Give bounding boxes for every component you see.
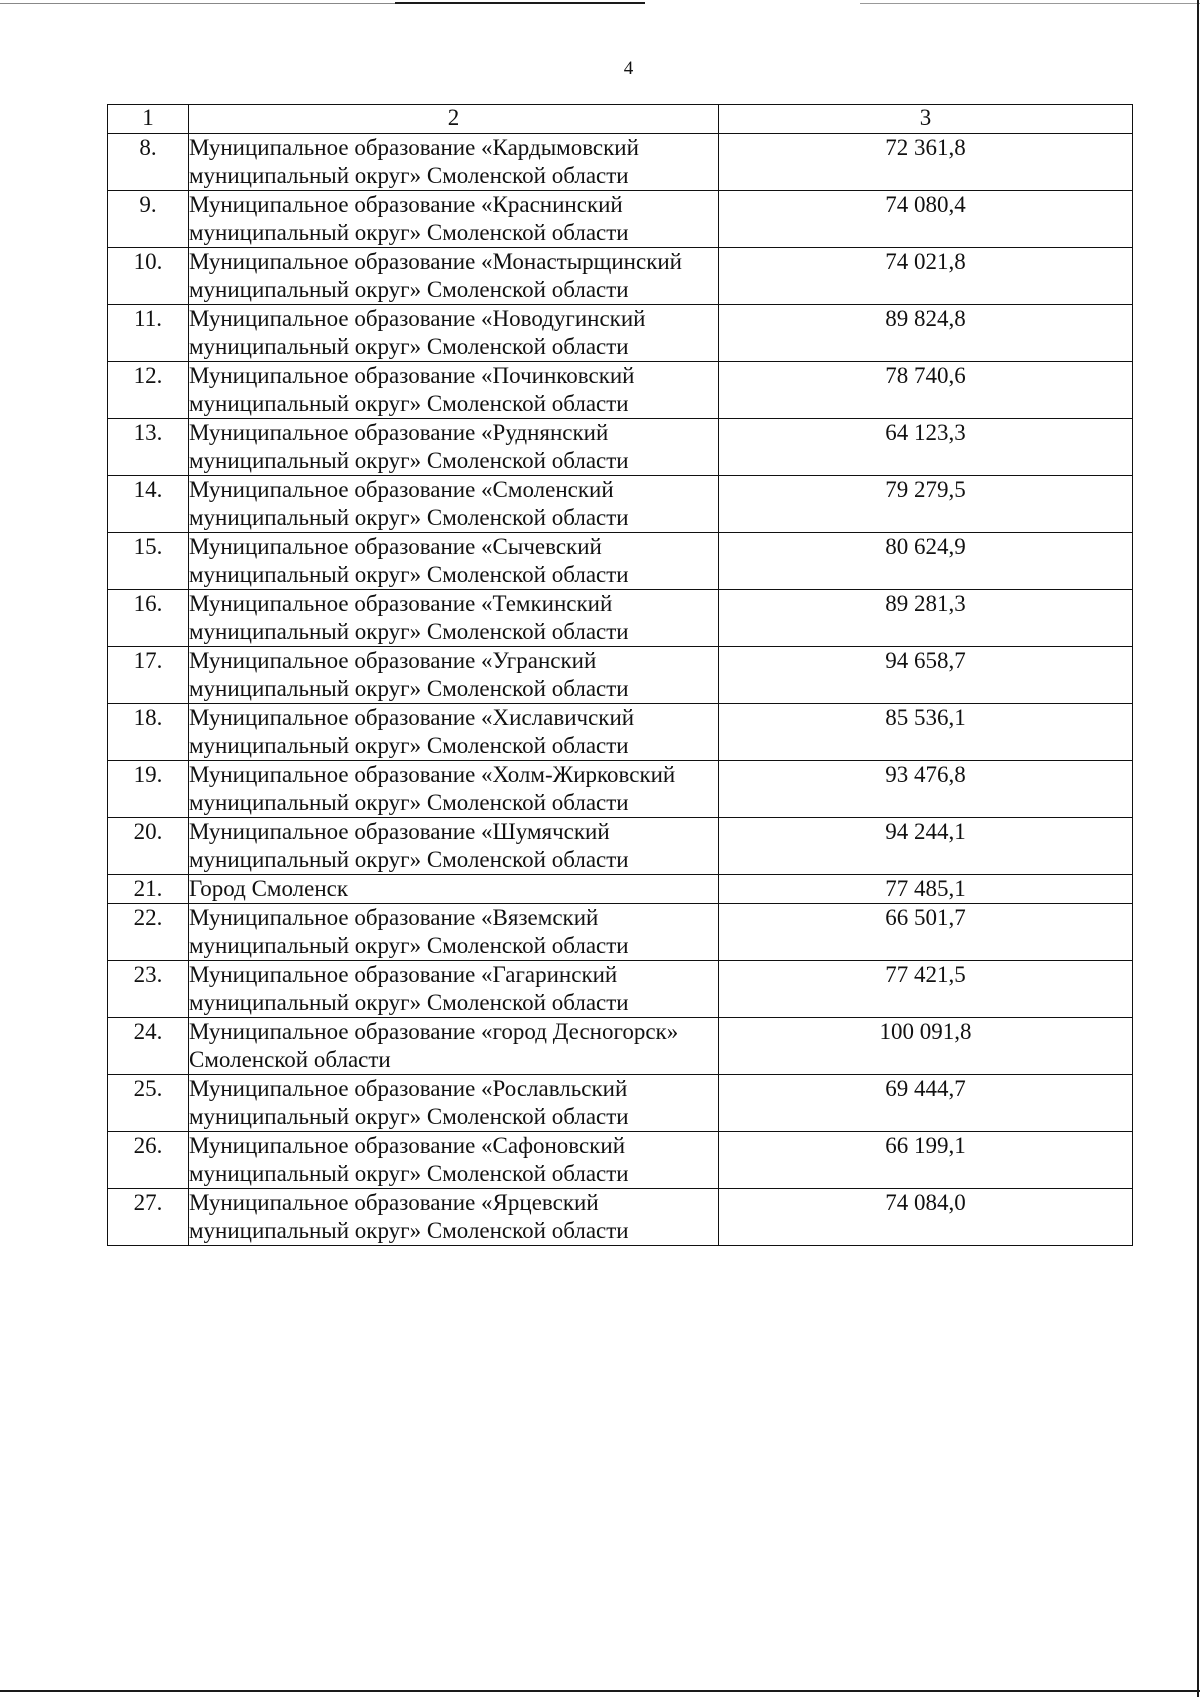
amount-cell: 66 501,7 (719, 904, 1133, 961)
scan-bottom-edge (0, 1690, 1200, 1692)
row-number-cell: 24. (108, 1018, 189, 1075)
municipality-name-cell: Муниципальное образование «Гагаринский муниципальный округ» Смоленской области (189, 961, 719, 1018)
allocation-table (107, 104, 1133, 1246)
municipality-name-cell: Муниципальное образование «Темкинский муниципальный округ» Смоленской области (189, 590, 719, 647)
table-row (108, 875, 1133, 904)
amount-cell: 77 421,5 (719, 961, 1133, 1018)
amount-cell: 69 444,7 (719, 1075, 1133, 1132)
amount-cell: 89 281,3 (719, 590, 1133, 647)
amount-cell: 100 091,8 (719, 1018, 1133, 1075)
amount-cell: 78 740,6 (719, 362, 1133, 419)
row-number-cell: 27. (108, 1189, 189, 1246)
row-number-cell: 18. (108, 704, 189, 761)
table-row (108, 647, 1133, 704)
municipality-name-cell: Муниципальное образование «Сафоновский муниципальный округ» Смоленской области (189, 1132, 719, 1189)
amount-cell: 64 123,3 (719, 419, 1133, 476)
amount-cell: 72 361,8 (719, 134, 1133, 191)
municipality-name-cell: Муниципальное образование «Краснинский муниципальный округ» Смоленской области (189, 191, 719, 248)
amount-cell: 94 658,7 (719, 647, 1133, 704)
table-row (108, 305, 1133, 362)
municipality-name-cell: Муниципальное образование «Ярцевский муниципальный округ» Смоленской области (189, 1189, 719, 1246)
municipality-name-cell: Муниципальное образование «Холм-Жирковский муниципальный округ» Смоленской области (189, 761, 719, 818)
table-row (108, 704, 1133, 761)
table-row (108, 248, 1133, 305)
row-number-cell: 19. (108, 761, 189, 818)
table-row (108, 590, 1133, 647)
row-number-cell: 23. (108, 961, 189, 1018)
amount-cell: 74 021,8 (719, 248, 1133, 305)
amount-cell: 66 199,1 (719, 1132, 1133, 1189)
scan-right-edge (1197, 0, 1199, 1697)
municipality-name-cell: Муниципальное образование «Рославльский муниципальный округ» Смоленской области (189, 1075, 719, 1132)
table-row (108, 904, 1133, 961)
table-row (108, 533, 1133, 590)
municipality-name-cell: Муниципальное образование «город Десногорск» Смоленской области (189, 1018, 719, 1075)
table-row (108, 191, 1133, 248)
amount-cell: 74 084,0 (719, 1189, 1133, 1246)
row-number-cell: 21. (108, 875, 189, 904)
municipality-name-cell: Муниципальное образование «Починковский муниципальный округ» Смоленской области (189, 362, 719, 419)
table-row (108, 961, 1133, 1018)
row-number-cell: 20. (108, 818, 189, 875)
amount-cell: 85 536,1 (719, 704, 1133, 761)
table-row (108, 818, 1133, 875)
municipality-name-cell: Муниципальное образование «Сычевский муниципальный округ» Смоленской области (189, 533, 719, 590)
scan-top-rule-right (860, 3, 1200, 4)
amount-cell: 94 244,1 (719, 818, 1133, 875)
municipality-name-cell: Муниципальное образование «Смоленский муниципальный округ» Смоленской области (189, 476, 719, 533)
row-number-cell: 14. (108, 476, 189, 533)
header-cell-col1: 1 (108, 105, 189, 134)
municipality-name-cell: Муниципальное образование «Вяземский муниципальный округ» Смоленской области (189, 904, 719, 961)
table-row (108, 362, 1133, 419)
amount-cell: 89 824,8 (719, 305, 1133, 362)
row-number-cell: 16. (108, 590, 189, 647)
row-number-cell: 17. (108, 647, 189, 704)
table-row (108, 1189, 1133, 1246)
row-number-cell: 25. (108, 1075, 189, 1132)
row-number-cell: 26. (108, 1132, 189, 1189)
municipality-name-cell: Город Смоленск (189, 875, 719, 904)
scan-top-rule-bold (395, 2, 645, 4)
table-row (108, 419, 1133, 476)
municipality-name-cell: Муниципальное образование «Монастырщинский муниципальный округ» Смоленской области (189, 248, 719, 305)
row-number-cell: 22. (108, 904, 189, 961)
municipality-name-cell: Муниципальное образование «Угранский муниципальный округ» Смоленской области (189, 647, 719, 704)
amount-cell: 77 485,1 (719, 875, 1133, 904)
municipality-name-cell: Муниципальное образование «Шумячский муниципальный округ» Смоленской области (189, 818, 719, 875)
municipality-name-cell: Муниципальное образование «Кардымовский муниципальный округ» Смоленской области (189, 134, 719, 191)
amount-cell: 80 624,9 (719, 533, 1133, 590)
table-body (108, 105, 1133, 1246)
table-row (108, 1132, 1133, 1189)
table-row (108, 761, 1133, 818)
amount-cell: 93 476,8 (719, 761, 1133, 818)
municipality-name-cell: Муниципальное образование «Руднянский муниципальный округ» Смоленской области (189, 419, 719, 476)
header-cell-col3: 3 (719, 105, 1133, 134)
row-number-cell: 11. (108, 305, 189, 362)
amount-cell: 79 279,5 (719, 476, 1133, 533)
table-row (108, 134, 1133, 191)
table-row (108, 1075, 1133, 1132)
header-cell-col2: 2 (189, 105, 719, 134)
row-number-cell: 15. (108, 533, 189, 590)
page-number: 4 (623, 58, 634, 79)
row-number-cell: 10. (108, 248, 189, 305)
municipality-name-cell: Муниципальное образование «Новодугинский муниципальный округ» Смоленской области (189, 305, 719, 362)
municipality-name-cell: Муниципальное образование «Хиславичский муниципальный округ» Смоленской области (189, 704, 719, 761)
amount-cell: 74 080,4 (719, 191, 1133, 248)
row-number-cell: 8. (108, 134, 189, 191)
row-number-cell: 12. (108, 362, 189, 419)
row-number-cell: 13. (108, 419, 189, 476)
table-row (108, 1018, 1133, 1075)
table-header-row (108, 105, 1133, 134)
row-number-cell: 9. (108, 191, 189, 248)
table-row (108, 476, 1133, 533)
